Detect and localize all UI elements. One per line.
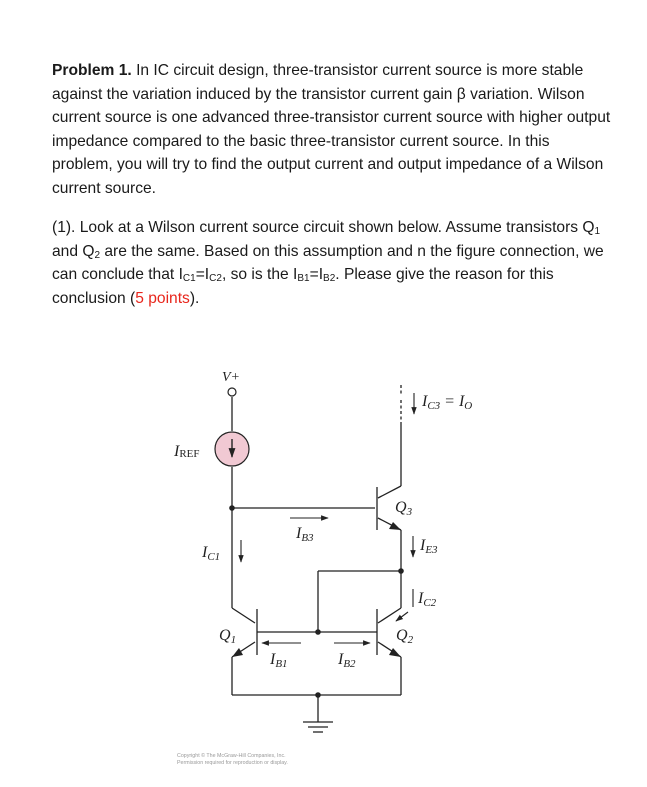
- q3-emitter-arrow: [389, 522, 401, 530]
- points-label: 5 points: [135, 289, 190, 307]
- ic2-arrow: [396, 612, 408, 621]
- q1-label: Q1: [219, 627, 237, 646]
- ib3-label: IB3: [296, 525, 314, 544]
- q1-sub: B1: [297, 273, 310, 285]
- vplus-label: V+: [222, 370, 240, 385]
- q1-sub: B2: [323, 273, 336, 285]
- q1-sub: C2: [209, 273, 222, 285]
- q1-text: =I: [195, 266, 210, 284]
- q2-emitter-arrow: [389, 648, 401, 657]
- ic2-label: IC2: [418, 590, 437, 609]
- q1-text: ).: [189, 289, 200, 307]
- q1-text: , so is the I: [221, 266, 298, 284]
- q1-emitter-arrow: [232, 648, 243, 657]
- q1-text: =I: [309, 266, 324, 284]
- junction-dot: [398, 568, 404, 574]
- q3-label: Q3: [395, 499, 413, 518]
- iref-label: IREF: [174, 443, 200, 460]
- ib1-label: IB1: [270, 651, 288, 670]
- q2-label: Q2: [396, 627, 414, 646]
- ie3-label: IE3: [420, 537, 438, 556]
- q1-sub: C1: [182, 273, 196, 285]
- junctions: [229, 505, 404, 698]
- junction-dot: [315, 692, 321, 698]
- intro-text: In IC circuit design, three-transistor current source is more stable against the variation induced by the transistor current gain β variation. Wilson current source is one advanced three-transistor current source with higher output impedance compared to the basic three-transistor current source. In this problem, you will try to find the output current and output impedance of a Wilson current source.: [52, 62, 611, 197]
- q1-text: . Please give the reason for this conclusion (: [52, 266, 554, 307]
- current-source-icon: [215, 432, 249, 466]
- q1-sub: 2: [94, 249, 101, 261]
- q1-sub: 1: [594, 226, 601, 237]
- junction-dot: [229, 505, 235, 511]
- copyright-line-1: Copyright © The McGraw-Hill Companies, Inc.: [177, 753, 286, 759]
- current-arrows: [241, 393, 414, 643]
- circuit-labels: [173, 370, 472, 766]
- q1-text: (1). Look at a Wilson current source circuit shown below. Assume transistors Q: [52, 219, 595, 236]
- q1-text: are the same. Based on this assumption and n the figure connection, we can conclude that I: [52, 242, 604, 284]
- circuit-wires: [232, 385, 401, 732]
- ic1-label: IC1: [202, 544, 221, 563]
- q1-text: and Q: [52, 242, 95, 260]
- copyright-line-2: Permission required for reproduction or display.: [177, 760, 288, 766]
- problem-heading: Problem 1.: [52, 62, 132, 79]
- vplus-terminal: [228, 388, 236, 396]
- ib2-label: IB2: [338, 651, 356, 670]
- ic3-io-label: IC3 = IO: [422, 393, 473, 412]
- junction-dot: [315, 629, 321, 635]
